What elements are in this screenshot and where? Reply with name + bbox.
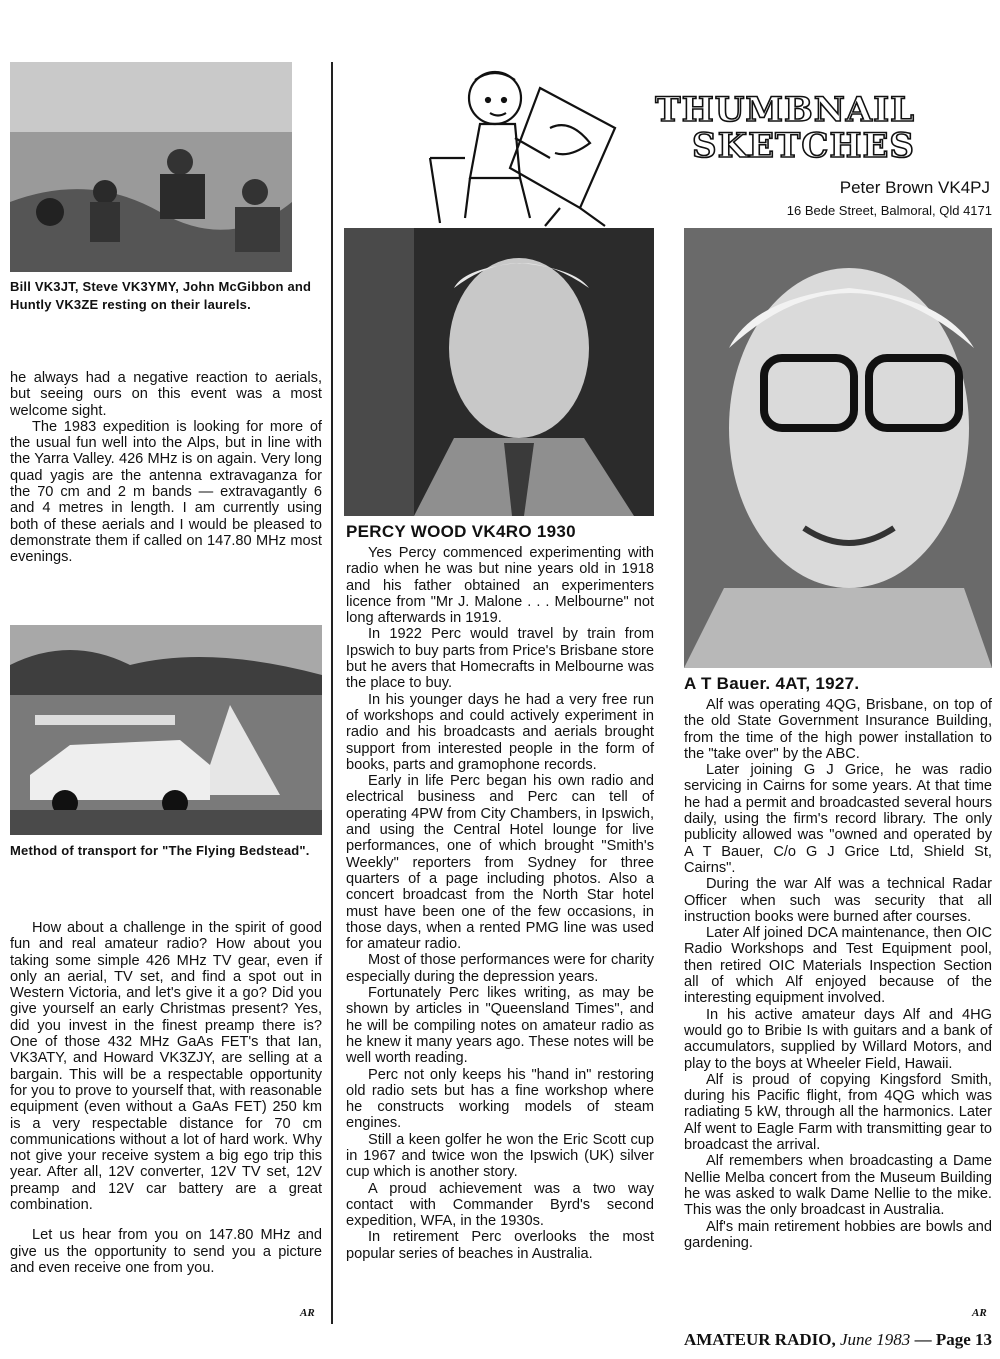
issue-date: June 1983 [839,1330,911,1349]
paragraph: Alf is proud of copying Kingsford Smith, during his Pacific flight, from 4QG which was radiating 5 kW, through all the harmonics. Later Alf went to Eagle Farm with transmitting gear to broadcast the arrival. [684,1071,992,1154]
photo-caption-transport: Method of transport for "The Flying Bedstead". [10,843,310,858]
paragraph: Alf was operating 4QG, Brisbane, on top of the old State Government Insurance Building, from the time of the high power installation to the "take over" by the ABC. [684,697,992,762]
paragraph: Later joining G J Grice, he was radio servicing in Cairns for some years. At that time he had a permit and broadcasted several hours daily, using the firm's record library. The only publicity allowed was "owned and operated by A T Bauer, C/o G J Grice Ltd, Shield St, Cairns". [684,762,992,876]
section-title-line1: THUMBNAIL [655,90,915,130]
paragraph: In his younger days he had a very free run of workshops and could actively experiment in radio and his broadcasts and aerials brought support from interested people in the form of books, parts and gramophone records. [346,691,654,773]
column-divider [331,62,333,1324]
percy-wood-heading: PERCY WOOD VK4RO 1930 [346,522,576,541]
paragraph: Let us hear from you on 147.80 MHz and give us the opportunity to send you a picture and even receive one from you. [10,1227,322,1276]
paragraph: Early in life Perc began his own radio and electrical business and Perc can tell of operating 4PW from City Chambers, in Ipswich, and using the Central Hotel lounge for live performances, one of which brought "Smith's Weekly" reporters from Sydney for three quarters of a page including photos. Also a concert broadcast from the North Star hotel must have been one of the few occasions, in those days, when a rented PMG line was used for amateur radio. [346,773,654,953]
paragraph: In retirement Perc overlooks the most popular series of beaches in Australia. [346,1229,654,1262]
ar-end-mark: AR [972,1307,987,1319]
portrait-percy-wood [344,228,654,516]
paragraph: Later Alf joined DCA maintenance, then OIC Radio Workshops and Test Equipment pool, then retired OIC Materials Inspection Section all of which Alf enjoyed because of the interesting equipment involved. [684,925,992,1007]
paragraph: In his active amateur days Alf and 4HG would go to Bribie Is with guitars and a bank of accumulators, supplied by Willard Motors, and play to the boys at Wheeler Field, Hawaii. [684,1006,992,1072]
author-name: Peter Brown VK4PJ [839,178,990,197]
paragraph: Most of those performances were for charity especially during the depression years. [346,952,654,985]
col2-text [346,545,654,1262]
magazine-name: AMATEUR RADIO, [683,1330,836,1349]
page-footer [672,1330,992,1350]
paragraph: Perc not only keeps his "hand in" restoring old radio sets but has a fine workshop where he constructs working models of steam engines. [346,1066,654,1132]
page-number: — Page 13 [914,1330,992,1349]
photo-car-tent [10,625,322,835]
section-title [640,92,915,164]
paragraph: A proud achievement was a two way contact with Commander Byrd's second expedition, WFA, in the 1930s. [346,1180,654,1230]
cartoon-sketching-boy [420,58,620,228]
col1-text-top [10,370,322,566]
col1-text-bottom [10,920,322,1276]
paragraph: The 1983 expedition is looking for more of the usual fun well into the Alps, but in line with the Yarra Valley. 426 MHz is on again. Very long quad yagis are the antenna extravaganza for the 70 cm and 2 m bands — extravagantly 6 and 4 metres in length. I am currently using both of these aerials and I would be pleased to demonstrate them if called on 147.80 MHz most evenings. [10,418,322,566]
at-bauer-heading: A T Bauer. 4AT, 1927. [684,674,860,693]
photo-caption-resting: Bill VK3JT, Steve VK3YMY, John McGibbon and Huntly VK3ZE resting on their laurels. [10,279,312,312]
portrait-at-bauer [684,228,992,668]
paragraph: Alf remembers when broadcasting a Dame Nellie Melba concert from the Museum Building he was asked to walk Dame Nellie to the mike. This was the only broadcast in Australia. [684,1153,992,1219]
photo-group-resting [10,62,292,272]
paragraph: In 1922 Perc would travel by train from Ipswich to buy parts from Price's Brisbane store but he avers that Homecrafts in Melbourne was the place to buy. [346,626,654,692]
paragraph: he always had a negative reaction to aerials, but seeing ours on this event was a most welcome sight. [10,370,322,419]
paragraph: Alf's main retirement hobbies are bowls and gardening. [684,1218,992,1251]
paragraph: Still a keen golfer he won the Eric Scott cup in 1967 and twice won the Ipswich (UK) silver cup which is another story. [346,1131,654,1181]
paragraph: Fortunately Perc likes writing, as may be shown by articles in "Queensland Times", and he will be compiling notes on amateur radio as he knew it many years ago. These notes will be well worth reading. [346,985,654,1067]
col3-text [684,697,992,1251]
paragraph: Yes Percy commenced experimenting with radio when he was but nine years old in 1918 and his father obtained an experimenters licence from "Mr J. Malone . . . Melbourne" not long afterwards in 1919. [346,545,654,627]
author-address: 16 Bede Street, Balmoral, Qld 4171 [786,203,992,218]
section-title-line2: SKETCHES [692,126,915,166]
ar-end-mark: AR [300,1307,315,1319]
paragraph: How about a challenge in the spirit of good fun and real amateur radio? How about you taking some simple 426 MHz TV gear, even if only an aerial, TV set, and find a spot out in Western Victoria, and let's give it a go? Did you give yourself an early Christmas present? Yes, did you invest in the finest preamp there is? One of those 432 MHz GaAs FET's that Ian, VK3ATY, and Howard VK3ZJY, are selling at a bargain. This will be a respectable opportunity for you to prove to yourself that, with reasonable equipment (even without a GaAs FET) 250 km is a very respectable distance for 70 cm communications without a lot of hard work. Why not give your receive system a big ego trip this year. After all, 12V converter, 12V TV set, 12V preamp and 12V car battery are a great combination. [10,920,322,1214]
paragraph: During the war Alf was a technical Radar Officer when such was security that all instruction books were burned after courses. [684,876,992,925]
